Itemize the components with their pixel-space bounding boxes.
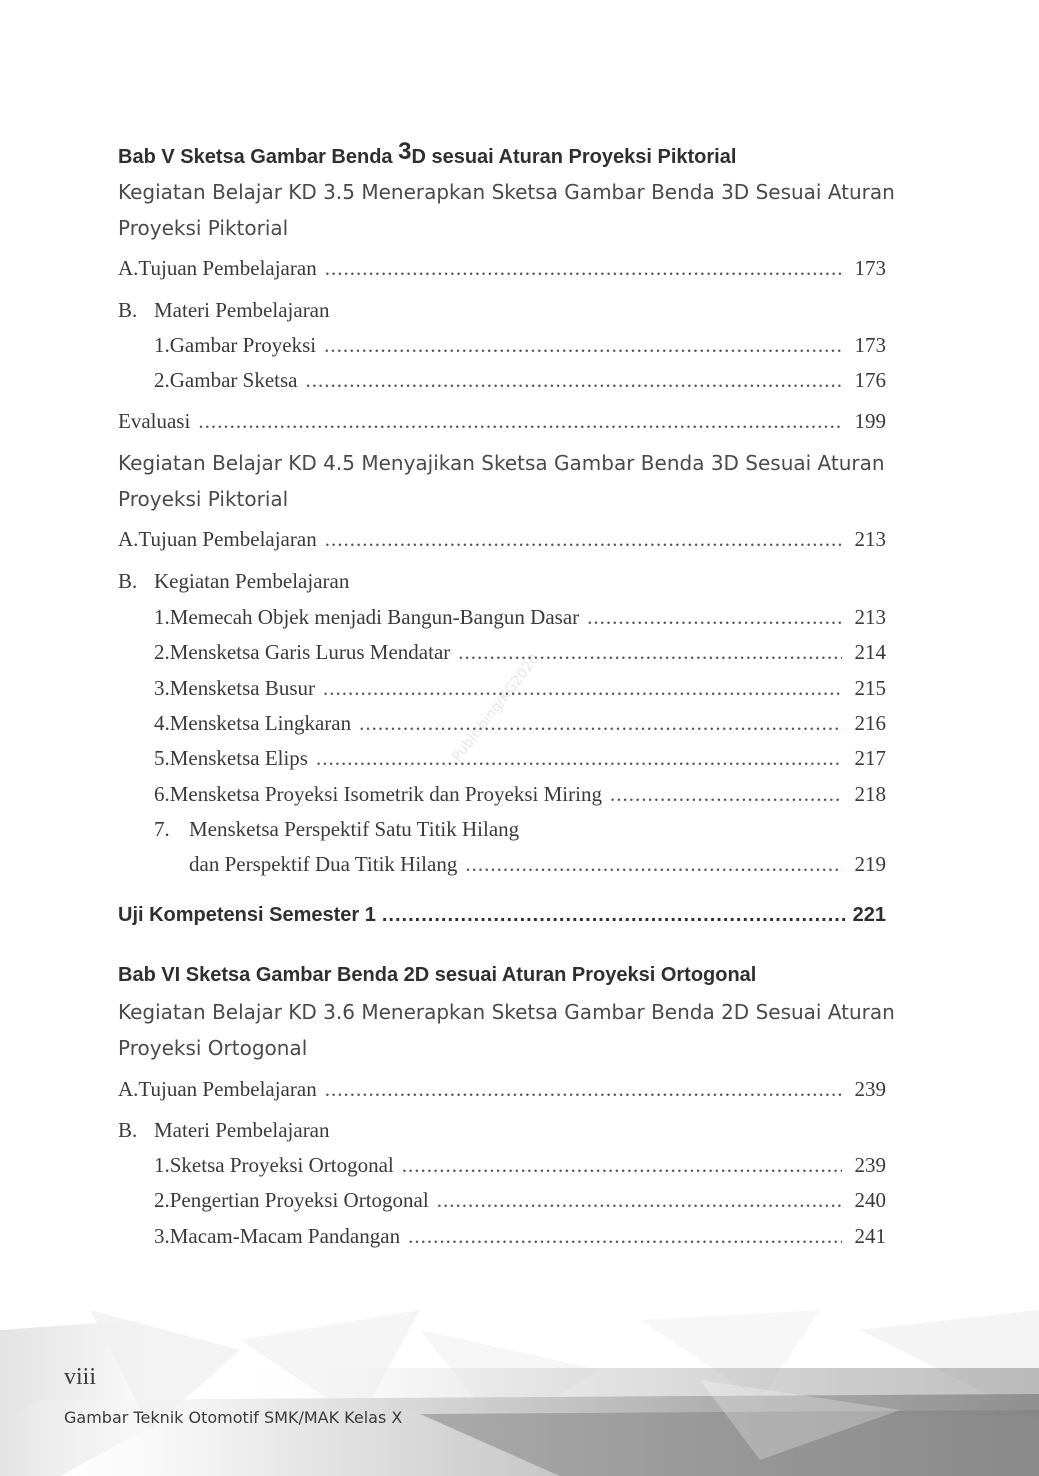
leader-dots	[408, 1224, 842, 1249]
toc-entry-kd45-b7-line1[interactable]	[154, 817, 519, 842]
entry-marker: A.	[118, 1077, 139, 1101]
book-title: Gambar Teknik Otomotif SMK/MAK Kelas X	[64, 1408, 403, 1427]
entry-title: Gambar Proyeksi	[169, 333, 317, 357]
kd36-heading: Kegiatan Belajar KD 3.6 Menerapkan Sketsa Gambar Benda 2D Sesuai Aturan Proyeksi Ortogonal	[118, 1000, 895, 1060]
entry-page: 215	[854, 676, 886, 700]
chapter-5-title-part1: Bab V Sketsa Gambar Benda	[118, 146, 399, 168]
toc-entry-kd45-b5[interactable]	[154, 746, 886, 771]
leader-dots	[402, 1153, 842, 1178]
leader-dots	[587, 605, 842, 630]
leader-dots	[382, 904, 847, 927]
entry-marker: B.	[118, 298, 138, 322]
kd35-heading: Kegiatan Belajar KD 3.5 Menerapkan Sketsa Gambar Benda 3D Sesuai Aturan Proyeksi Piktorial	[118, 180, 895, 240]
chapter-5-title-3: 3	[398, 138, 412, 165]
toc-entry-kd45-b2[interactable]	[154, 640, 886, 665]
toc-entry-kd36-a[interactable]	[118, 1077, 886, 1102]
toc-entry-kd35-b2[interactable]	[154, 368, 886, 393]
chapter-6-title: Bab VI Sketsa Gambar Benda 2D sesuai Aturan Proyeksi Ortogonal	[118, 964, 757, 986]
leader-dots	[324, 333, 842, 358]
toc-entry-kd45-b6[interactable]	[154, 782, 886, 807]
entry-title: Evaluasi	[118, 409, 191, 433]
entry-page: 173	[854, 333, 886, 357]
leader-dots	[458, 640, 842, 665]
entry-title: Pengertian Proyeksi Ortogonal	[169, 1188, 429, 1212]
toc-entry-kd45-a[interactable]	[118, 527, 886, 552]
footer-decoration	[0, 1310, 1039, 1476]
toc-entry-kd36-b2[interactable]	[154, 1188, 886, 1213]
entry-marker: A.	[118, 256, 139, 280]
leader-dots	[323, 676, 842, 701]
entry-page: 218	[854, 782, 886, 806]
chapter-5-title	[118, 138, 919, 170]
entry-title: Macam-Macam Pandangan	[169, 1224, 401, 1248]
toc-heading-kd36-b	[118, 1118, 330, 1143]
entry-marker: 3.	[154, 1224, 170, 1248]
entry-marker: 6.	[154, 782, 170, 806]
leader-dots	[325, 256, 842, 281]
leader-dots	[465, 852, 842, 877]
entry-marker: 2.	[154, 1188, 170, 1212]
leader-dots	[316, 746, 842, 771]
entry-page: 213	[854, 605, 886, 629]
toc-entry-kd36-b1[interactable]	[154, 1153, 886, 1178]
entry-marker: 1.	[154, 605, 170, 629]
entry-page: 173	[854, 256, 886, 280]
entry-page: 241	[854, 1224, 886, 1248]
entry-marker: 2.	[154, 368, 170, 392]
entry-title: Kegiatan Pembelajaran	[154, 569, 350, 593]
kd45-heading: Kegiatan Belajar KD 4.5 Menyajikan Sketsa Gambar Benda 3D Sesuai Aturan Proyeksi Piktorial	[118, 451, 885, 511]
leader-dots	[359, 711, 842, 736]
entry-page: 217	[854, 746, 886, 770]
leader-dots	[198, 409, 842, 434]
chapter-5-title-part2: D sesuai Aturan Proyeksi Piktorial	[411, 146, 737, 168]
entry-title: Memecah Objek menjadi Bangun-Bangun Dasar	[169, 605, 580, 629]
entry-title: Mensketsa Proyeksi Isometrik dan Proyeksi Miring	[169, 782, 602, 806]
leader-dots	[325, 1077, 842, 1102]
entry-page: 216	[854, 711, 886, 735]
toc-entry-kd45-b1[interactable]	[154, 605, 886, 630]
entry-marker: 1.	[154, 1153, 170, 1177]
entry-marker: B.	[118, 569, 138, 593]
entry-page: 239	[854, 1153, 886, 1177]
entry-marker: B.	[118, 1118, 138, 1142]
toc-entry-kd35-b1[interactable]	[154, 333, 886, 358]
entry-page: 199	[854, 409, 886, 433]
leader-dots	[325, 527, 842, 552]
entry-title: Materi Pembelajaran	[154, 298, 330, 322]
entry-title: Tujuan Pembelajaran	[138, 1077, 317, 1101]
toc-entry-uji-kompetensi[interactable]	[118, 904, 886, 927]
entry-marker: 7.	[154, 817, 170, 841]
watermark: Publishing/KG2020	[449, 651, 543, 765]
entry-title: Mensketsa Elips	[169, 746, 308, 770]
entry-marker: A.	[118, 527, 139, 551]
toc-entry-kd45-b7-line2[interactable]	[189, 852, 886, 877]
toc-heading-kd45-b	[118, 569, 349, 594]
entry-title: Gambar Sketsa	[169, 368, 298, 392]
entry-title: Mensketsa Busur	[169, 676, 315, 700]
leader-dots	[437, 1188, 842, 1213]
toc-entry-kd45-b4[interactable]	[154, 711, 886, 736]
entry-page: 240	[854, 1188, 886, 1212]
entry-title: Tujuan Pembelajaran	[138, 256, 317, 280]
entry-marker: 4.	[154, 711, 170, 735]
entry-marker: 2.	[154, 640, 170, 664]
entry-marker: 3.	[154, 676, 170, 700]
entry-marker: 5.	[154, 746, 170, 770]
toc-entry-kd35-a[interactable]	[118, 256, 886, 281]
entry-title: Tujuan Pembelajaran	[138, 527, 317, 551]
entry-marker: 1.	[154, 333, 170, 357]
toc-heading-kd35-b	[118, 298, 330, 323]
toc-entry-evaluasi[interactable]	[118, 409, 886, 434]
leader-dots	[305, 368, 842, 393]
entry-page: 176	[854, 368, 886, 392]
toc-entry-kd36-b3[interactable]	[154, 1224, 886, 1249]
entry-title: Sketsa Proyeksi Ortogonal	[169, 1153, 394, 1177]
entry-title-line1: Mensketsa Perspektif Satu Titik Hilang	[189, 817, 520, 841]
entry-page: 214	[854, 640, 886, 664]
leader-dots	[610, 782, 842, 807]
entry-page: 213	[854, 527, 886, 551]
entry-title: Materi Pembelajaran	[154, 1118, 330, 1142]
entry-page: 239	[854, 1077, 886, 1101]
entry-title: Mensketsa Garis Lurus Mendatar	[169, 640, 451, 664]
entry-page: 221	[852, 904, 886, 926]
page-number: viii	[64, 1364, 97, 1390]
entry-title-line2: dan Perspektif Dua Titik Hilang	[189, 852, 458, 876]
entry-title: Mensketsa Lingkaran	[169, 711, 352, 735]
entry-title: Uji Kompetensi Semester 1	[118, 904, 376, 926]
entry-page: 219	[854, 852, 886, 876]
